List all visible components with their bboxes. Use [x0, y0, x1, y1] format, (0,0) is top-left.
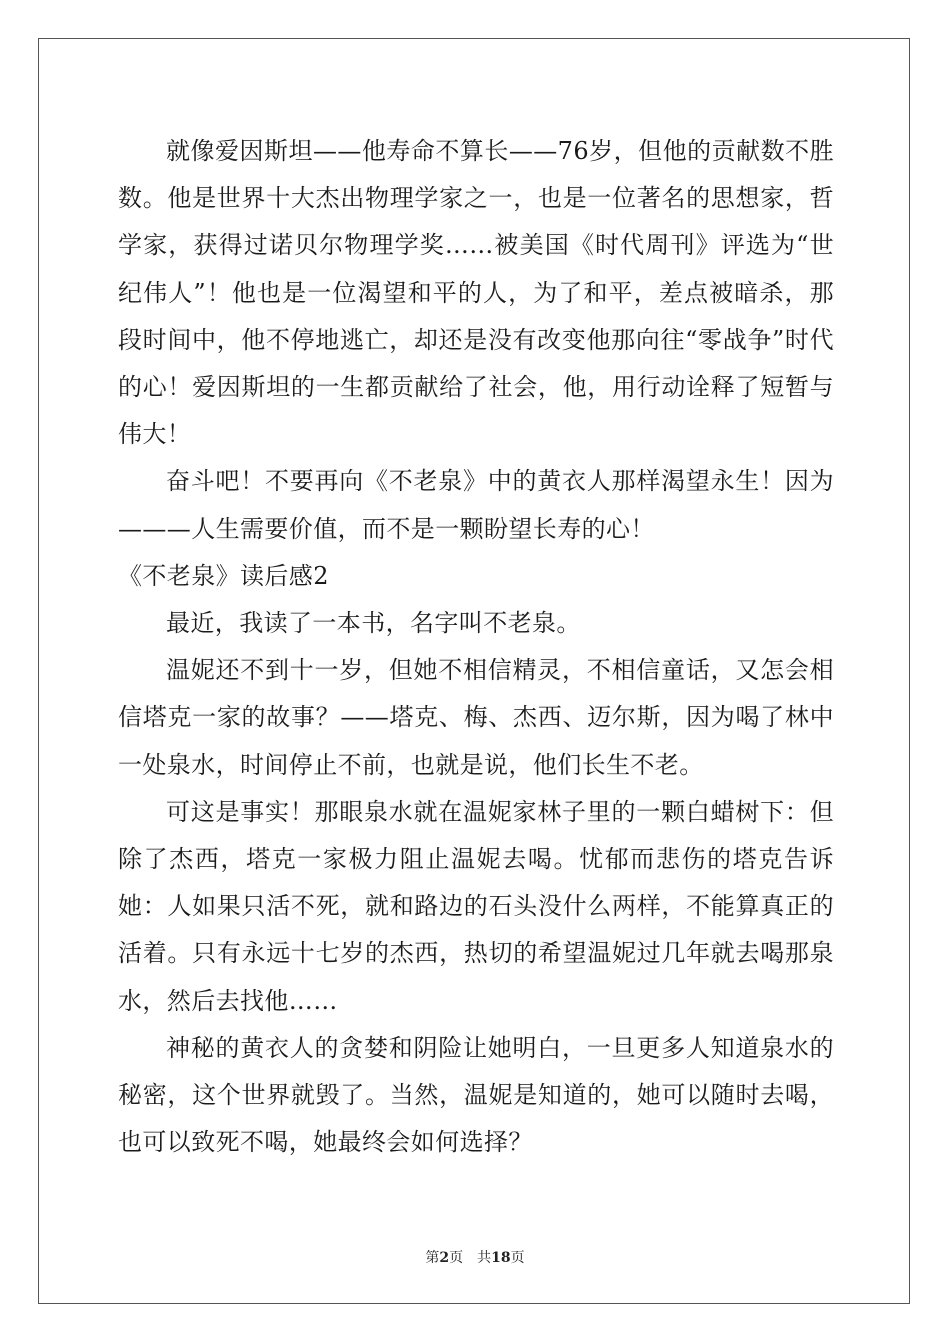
paragraph: 奋斗吧！不要再向《不老泉》中的黄衣人那样渴望永生！因为———人生需要价值，而不是一颗盼望长寿的心！ — [118, 467, 834, 543]
footer-prefix: 第 — [425, 1250, 440, 1266]
paragraph: 可这是事实！那眼泉水就在温妮家林子里的一颗白蜡树下：但除了杰西，塔克一家极力阻止温妮去喝。忧郁而悲伤的塔克告诉她：人如果只活不死，就和路边的石头没什么两样，不能算真正的活着。只有永远十七岁的杰西，热切的希望温妮过几年就去喝那泉水，然后去找他…… — [118, 797, 834, 1015]
footer-total-prefix: 共 — [477, 1250, 492, 1266]
paragraph: 温妮还不到十一岁，但她不相信精灵，不相信童话，又怎会相信塔克一家的故事？——塔克、梅、杰西、迈尔斯，因为喝了林中一处泉水，时间停止不前，也就是说，他们长生不老。 — [118, 656, 834, 779]
footer-page-unit: 页 — [449, 1250, 464, 1266]
page-footer — [0, 1247, 950, 1267]
current-page-number: 2 — [439, 1250, 450, 1266]
document-body — [118, 128, 834, 1166]
paragraph: 就像爱因斯坦——他寿命不算长——76岁，但他的贡献数不胜数。他是世界十大杰出物理学家之一，也是一位著名的思想家，哲学家，获得过诺贝尔物理学奖……被美国《时代周刊》评选为“世纪伟人”！他也是一位渴望和平的人，为了和平，差点被暗杀，那段时间中，他不停地逃亡，却还是没有改变他那向往“零战争”时代的心！爱因斯坦的一生都贡献给了社会，他，用行动诠释了短暂与伟大！ — [118, 137, 834, 449]
footer-total-unit: 页 — [510, 1250, 525, 1266]
paragraph: 最近，我读了一本书，名字叫不老泉。 — [166, 609, 581, 638]
paragraph: 神秘的黄衣人的贪婪和阴险让她明白，一旦更多人知道泉水的秘密，这个世界就毁了。当然，温妮是知道的，她可以随时去喝，也可以致死不喝，她最终会如何选择？ — [118, 1033, 834, 1157]
total-page-count: 18 — [491, 1250, 511, 1266]
section-heading: 《不老泉》读后感2 — [118, 561, 329, 590]
